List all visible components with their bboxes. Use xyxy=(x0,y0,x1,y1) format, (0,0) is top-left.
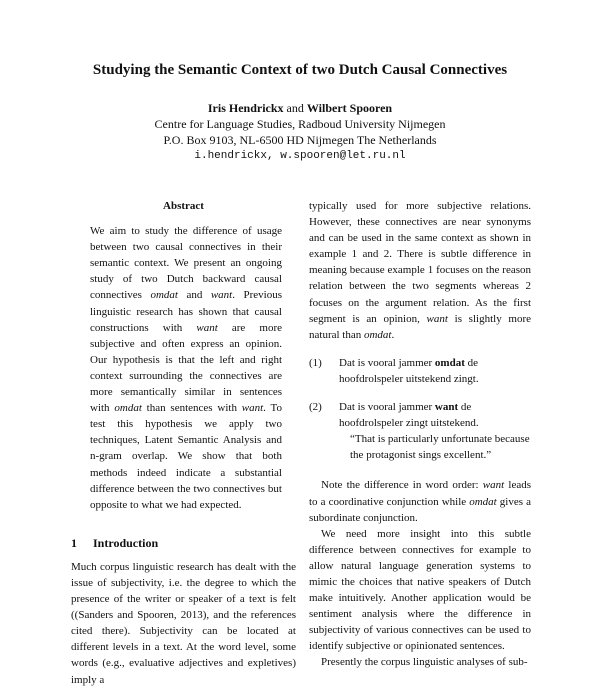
abstract-span: and xyxy=(177,289,211,302)
address: P.O. Box 9103, NL-6500 HD Nijmegen The Netherlands xyxy=(163,133,437,147)
text-span: . xyxy=(391,328,395,341)
text-span: gives a subordinate conjunction. xyxy=(309,495,531,524)
abstract-text xyxy=(71,223,296,513)
example-connective: want xyxy=(434,401,459,414)
example-text: Dat is vooral jammer xyxy=(339,401,435,414)
example-connective: omdat xyxy=(434,356,465,369)
example-text: de hoofdrolspeler uitstekend zingt. xyxy=(339,356,479,385)
intro-paragraph: Much corpus linguistic research has dealt with the issue of subjectivity, i.e. the degree to which the presence of the writer or speaker of a text is felt ((Sanders and Spooren, 2013), and the references cited there). Subjectivity can be located at different levels in a text. At the word level, some words (e.g., evaluative adjectives and expletives) imply a xyxy=(71,560,296,686)
example-text: de hoofdrolspeler zingt uitstekend. xyxy=(339,401,479,430)
example-number: (2) xyxy=(309,401,322,414)
email: i.hendrickx, w.spooren@let.ru.nl xyxy=(194,150,406,162)
author-names xyxy=(0,100,600,116)
left-column xyxy=(71,198,296,688)
abstract-span: . To test this hypothesis we apply two techniques, Latent Semantic Analysis and n-gram overlap. We show that both methods indeed indicate a substantial difference between the two connectives but opposite to what we had expected. xyxy=(90,402,282,511)
paragraph-4: Presently the corpus linguistic analyses of sub- xyxy=(321,656,528,669)
example-gloss: “That is particularly unfortunate because the protagonist sings excellent.” xyxy=(350,433,530,462)
term-omdat: omdat xyxy=(114,402,142,415)
text-span: is slightly more natural than xyxy=(309,312,531,341)
abstract-span: . Previous linguistic research has shown that causal constructions with xyxy=(90,289,282,334)
example-2 xyxy=(309,399,531,463)
section-heading-introduction xyxy=(71,535,296,551)
example-1 xyxy=(309,355,531,387)
term-want: want xyxy=(210,289,233,302)
text-span: typically used for more subjective relations. However, these connectives are near synonyms and can be used in the same context as shown in example 1 and 2. There is subtle difference in meaning because example 1 focuses on the reason relation between the two segments whereas 2 focuses on the argument relation. As the first segment is an opinion, xyxy=(309,200,531,325)
example-body xyxy=(339,355,531,387)
example-body xyxy=(339,399,531,463)
text-span: leads to a coordinative conjunction while xyxy=(309,479,531,508)
paper-title: Studying the Semantic Context of two Dutch Causal Connectives xyxy=(92,62,508,78)
abstract-span: are more subjective and often express an opinion. Our hypothesis is that the left and right context surrounding the connectives are more semantically similar in sentences with xyxy=(90,321,282,415)
term-want: want xyxy=(426,312,448,325)
section-number: 1 xyxy=(71,535,77,550)
term-omdat: omdat xyxy=(150,289,178,302)
term-omdat: omdat xyxy=(363,328,392,341)
paragraph-3: We need more insight into this subtle difference between connectives for example to allow natural language generation systems to mimic the choices that native speakers of Dutch make intuitively. Another application would be sentiment analysis where the difference in subjectivity of various connectives can be used to identify subjective or opinionated sentences. xyxy=(309,527,531,653)
author-1: Iris Hendrickx xyxy=(207,101,284,115)
author-and: and xyxy=(286,101,304,115)
abstract-span: We aim to study the difference of usage between two causal connectives in their semantic context. We present an ongoing study of two Dutch backward causal connectives xyxy=(90,225,282,302)
section-title: Introduction xyxy=(93,535,159,550)
example-text: Dat is vooral jammer xyxy=(339,356,435,369)
paragraph-1 xyxy=(309,198,531,343)
affiliation: Centre for Language Studies, Radboud University Nijmegen xyxy=(154,117,446,131)
paragraph-2 xyxy=(309,477,531,525)
text-span: Note the difference in word order: xyxy=(321,479,483,492)
author-2: Wilbert Spooren xyxy=(306,101,393,115)
term-omdat: omdat xyxy=(469,495,497,508)
term-want: want xyxy=(241,402,264,415)
term-want: want xyxy=(482,479,505,492)
abstract-span: than sentences with xyxy=(141,402,242,415)
example-number: (1) xyxy=(309,356,322,369)
term-want: want xyxy=(196,321,218,334)
abstract-heading: Abstract xyxy=(163,200,204,212)
author-block xyxy=(0,100,600,164)
